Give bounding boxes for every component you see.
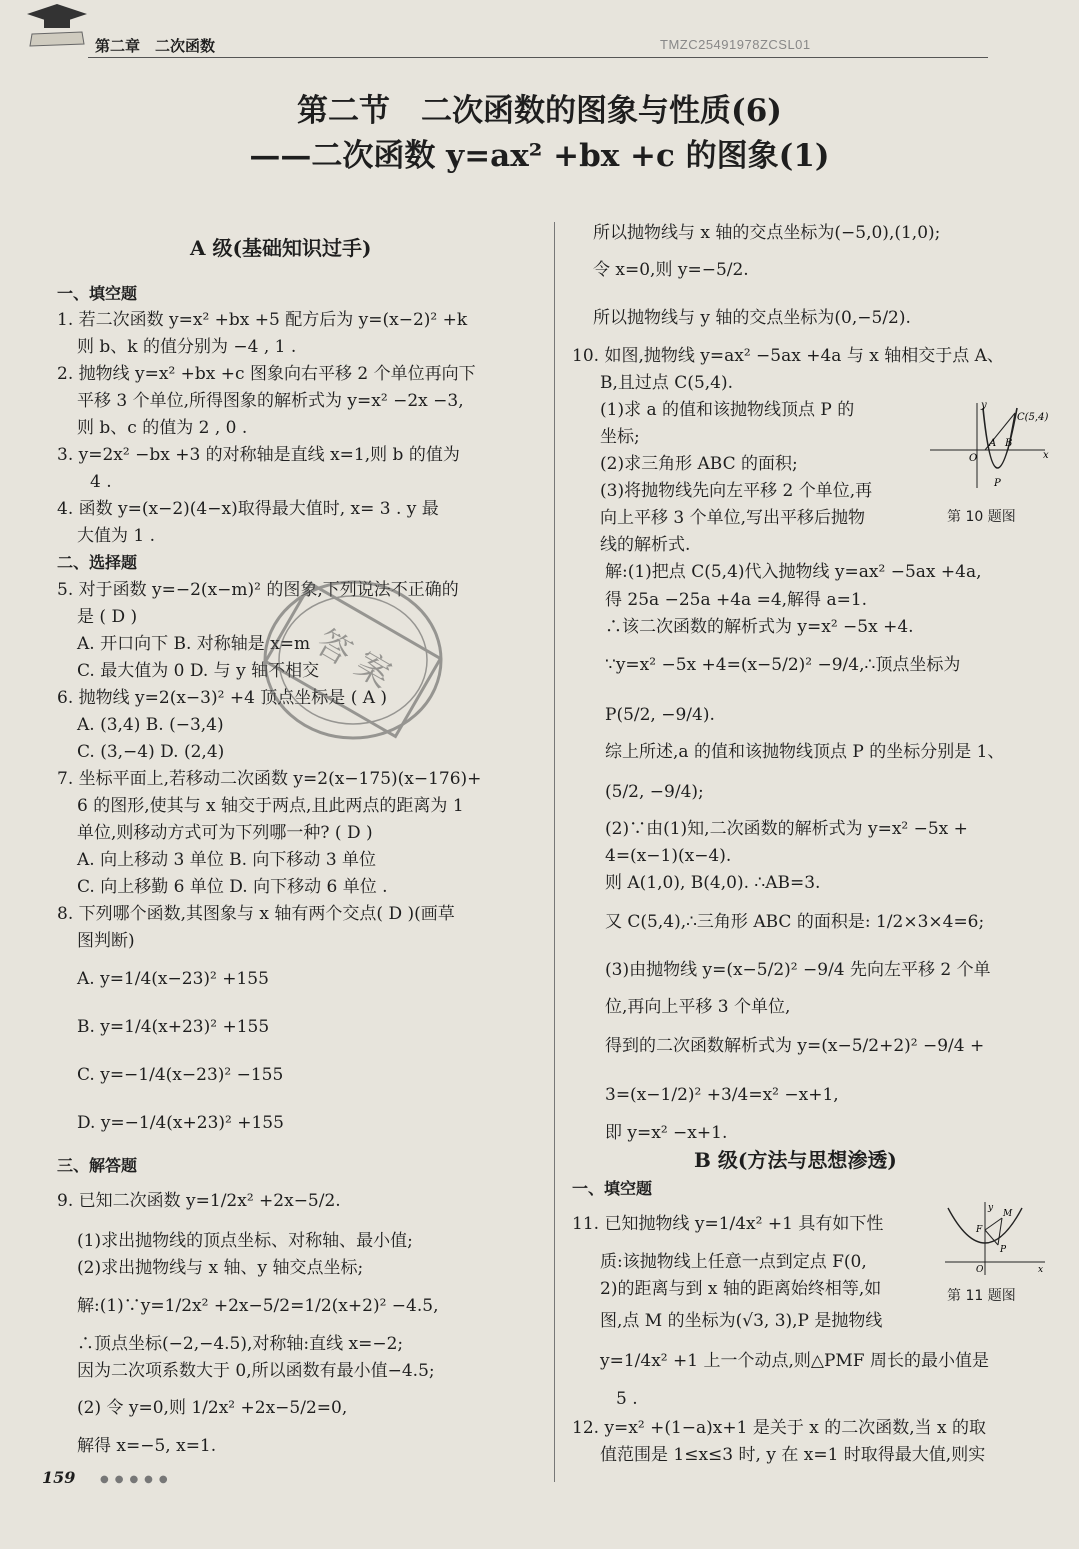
question-3-answer: 4 . [90,472,112,492]
q10-solution-11: 又 C(5,4),∴三角形 ABC 的面积是: 1/2×3×4=6; [605,912,985,932]
question-10-line: B,且过点 C(5,4). [600,373,734,393]
page-number: 159 [42,1468,76,1487]
question-8: 8. 下列哪个函数,其图象与 x 轴有两个交点( D )(画草 [57,904,455,924]
q10-solution-9: 4=(x−1)(x−4). [605,846,732,866]
question-10: 10. 如图,抛物线 y=ax² −5ax +4a 与 x 轴相交于点 A、 [572,346,1004,366]
question-6-options-cd: C. (3,−4) D. (2,4) [77,742,225,762]
section-b-fill-blank: 一、填空题 [572,1179,653,1198]
stamp-seal [258,575,448,745]
svg-text:y: y [981,400,987,411]
question-2: 2. 抛物线 y=x² +bx +c 图象向右平移 2 个单位再向下 [57,364,476,384]
header-divider [88,57,988,58]
svg-text:P: P [994,478,1001,489]
question-8-option-d: D. y=−1/4(x+23)² +155 [77,1113,284,1133]
q10-solution-7: (5/2, −9/4); [605,782,704,802]
question-11: 11. 已知抛物线 y=1/4x² +1 具有如下性 [572,1214,884,1234]
q10-solution-13: 位,再向上平移 3 个单位, [605,997,791,1017]
level-b-heading: B 级(方法与思想渗透) [694,1148,897,1172]
q10-solution-2: 得 25a −25a +4a =4,解得 a=1. [605,590,868,610]
question-7: 7. 坐标平面上,若移动二次函数 y=2(x−175)(x−176)+ [57,769,482,789]
question-12-line-2: 值范围是 1≤x≤3 时, y 在 x=1 时取得最大值,则实 [600,1445,986,1465]
q10-solution-15: 3=(x−1/2)² +3/4=x² −x+1, [605,1085,839,1105]
question-4-answer: 大值为 1 . [77,526,156,546]
question-10-part1: (1)求 a 的值和该抛物线顶点 P 的 [600,400,855,420]
q10-solution-6: 综上所述,a 的值和该抛物线顶点 P 的坐标分别是 1、 [605,742,1005,762]
q9-continued-2: 令 x=0,则 y=−5/2. [593,260,749,280]
question-6-options-ab: A. (3,4) B. (−3,4) [77,715,224,735]
question-9-part1: (1)求出抛物线的顶点坐标、对称轴、最小值; [77,1231,413,1251]
question-8-line: 图判断) [77,931,135,951]
question-10-part3-c: 线的解析式. [600,535,691,555]
question-8-option-b: B. y=1/4(x+23)² +155 [77,1017,270,1037]
question-2-answer: 则 b、c 的值为 2 , 0 . [77,418,248,438]
question-11-line-3: 2)的距离与到 x 轴的距离始终相等,如 [600,1279,882,1299]
question-5: 5. 对于函数 y=−2(x−m)² 的图象,下列说法不正确的 [57,580,459,600]
question-9-part2: (2)求出抛物线与 x 轴、y 轴交点坐标; [77,1258,364,1278]
svg-text:O: O [976,1265,984,1275]
q10-solution-1: 解:(1)把点 C(5,4)代入抛物线 y=ax² −5ax +4a, [605,562,982,582]
section-title: 第二节 二次函数的图象与性质(6) [297,93,782,129]
q10-solution-16: 即 y=x² −x+1. [605,1123,728,1143]
question-6: 6. 抛物线 y=2(x−3)² +4 顶点坐标是 ( A ) [57,688,388,708]
question-1: 1. 若二次函数 y=x² +bx +5 配方后为 y=(x−2)² +k [57,310,468,330]
section-fill-blank: 一、填空题 [57,284,138,303]
figure-11-parabola [940,1200,1050,1280]
question-5-answer: 是 ( D ) [77,607,138,627]
svg-text:答 案: 答 案 [309,622,398,697]
q10-solution-4: ∵y=x² −5x +4=(x−5/2)² −9/4,∴顶点坐标为 [605,655,961,675]
question-11-line-2: 质:该抛物线上任意一点到定点 F(0, [600,1252,867,1272]
q9-continued-1: 所以抛物线与 x 轴的交点坐标为(−5,0),(1,0); [593,223,941,243]
question-7-answer: 单位,则移动方式可为下列哪一种? ( D ) [77,823,373,843]
question-8-option-a: A. y=1/4(x−23)² +155 [77,969,269,989]
svg-text:x: x [1043,450,1049,461]
question-11-answer: 5 . [616,1389,638,1409]
question-12: 12. y=x² +(1−a)x+1 是关于 x 的二次函数,当 x 的取 [572,1418,987,1438]
svg-text:x: x [1038,1265,1044,1275]
q9-continued-3: 所以抛物线与 y 轴的交点坐标为(0,−5/2). [593,308,911,328]
question-10-part2: (2)求三角形 ABC 的面积; [600,454,798,474]
question-10-part3-b: 向上平移 3 个单位,写出平移后抛物 [600,508,866,528]
svg-text:B: B [1005,438,1013,449]
svg-text:y: y [988,1203,994,1213]
question-1-answer: 则 b、k 的值分别为 −4 , 1 . [77,337,297,357]
question-9-solution-1: 解:(1)∵y=1/2x² +2x−5/2=1/2(x+2)² −4.5, [77,1296,439,1316]
question-7-options-cd: C. 向上移勤 6 单位 D. 向下移动 6 单位 . [77,877,388,897]
question-7-options-ab: A. 向上移动 3 单位 B. 向下移动 3 单位 [77,850,377,870]
q10-solution-5: P(5/2, −9/4). [605,705,715,725]
q10-solution-10: 则 A(1,0), B(4,0). ∴AB=3. [605,873,821,893]
graduation-cap-icon [22,4,92,49]
section-subtitle: ——二次函数 y=ax² +bx +c 的图象(1) [249,138,830,174]
question-9-solution-4: (2) 令 y=0,则 1/2x² +2x−5/2=0, [77,1398,348,1418]
question-10-part1-b: 坐标; [600,427,640,447]
figure-10-point-label: C(5,4) [1017,412,1049,423]
q10-solution-12: (3)由抛物线 y=(x−5/2)² −9/4 先向左平移 2 个单 [605,960,991,980]
q10-solution-3: ∴该二次函数的解析式为 y=x² −5x +4. [605,617,914,637]
question-5-options-ab: A. 开口向下 B. 对称轴是 x=m [77,634,311,654]
question-2-line: 平移 3 个单位,所得图象的解析式为 y=x² −2x −3, [77,391,464,411]
question-11-line-4: 图,点 M 的坐标为(√3, 3),P 是抛物线 [600,1311,883,1331]
svg-text:F: F [976,1225,983,1235]
question-9-solution-2: ∴顶点坐标(−2,−4.5),对称轴:直线 x=−2; [77,1334,404,1354]
figure-11-caption: 第 11 题图 [947,1288,1016,1304]
page-dots-decoration: ●●●●● [100,1474,174,1485]
question-3: 3. y=2x² −bx +3 的对称轴是直线 x=1,则 b 的值为 [57,445,460,465]
q10-solution-14: 得到的二次函数解析式为 y=(x−5/2+2)² −9/4 + [605,1036,985,1056]
question-4: 4. 函数 y=(x−2)(4−x)取得最大值时, x= 3 . y 最 [57,499,439,519]
svg-text:M: M [1003,1209,1013,1219]
svg-text:P: P [1000,1245,1007,1255]
column-divider [554,222,555,1482]
book-code: TMZC25491978ZCSL01 [660,37,811,52]
question-9: 9. 已知二次函数 y=1/2x² +2x−5/2. [57,1191,341,1211]
section-solve: 三、解答题 [57,1156,138,1175]
level-a-heading: A 级(基础知识过手) [190,236,372,260]
q10-solution-8: (2)∵由(1)知,二次函数的解析式为 y=x² −5x + [605,819,968,839]
question-7-line: 6 的图形,使其与 x 轴交于两点,且此两点的距离为 1 [77,796,464,816]
question-11-line-5: y=1/4x² +1 上一个动点,则△PMF 周长的最小值是 [600,1351,989,1371]
question-9-solution-3: 因为二次项系数大于 0,所以函数有最小值−4.5; [77,1361,435,1381]
figure-10-parabola [925,398,1055,493]
question-8-option-c: C. y=−1/4(x−23)² −155 [77,1065,284,1085]
svg-text:A: A [989,438,997,449]
chapter-label: 第二章 二次函数 [95,37,216,55]
question-9-solution-5: 解得 x=−5, x=1. [77,1436,217,1456]
question-10-part3: (3)将抛物线先向左平移 2 个单位,再 [600,481,873,501]
section-choice: 二、选择题 [57,553,138,572]
question-5-options-cd: C. 最大值为 0 D. 与 y 轴不相交 [77,661,320,681]
figure-10-caption: 第 10 题图 [947,509,1016,525]
svg-text:O: O [969,453,978,464]
